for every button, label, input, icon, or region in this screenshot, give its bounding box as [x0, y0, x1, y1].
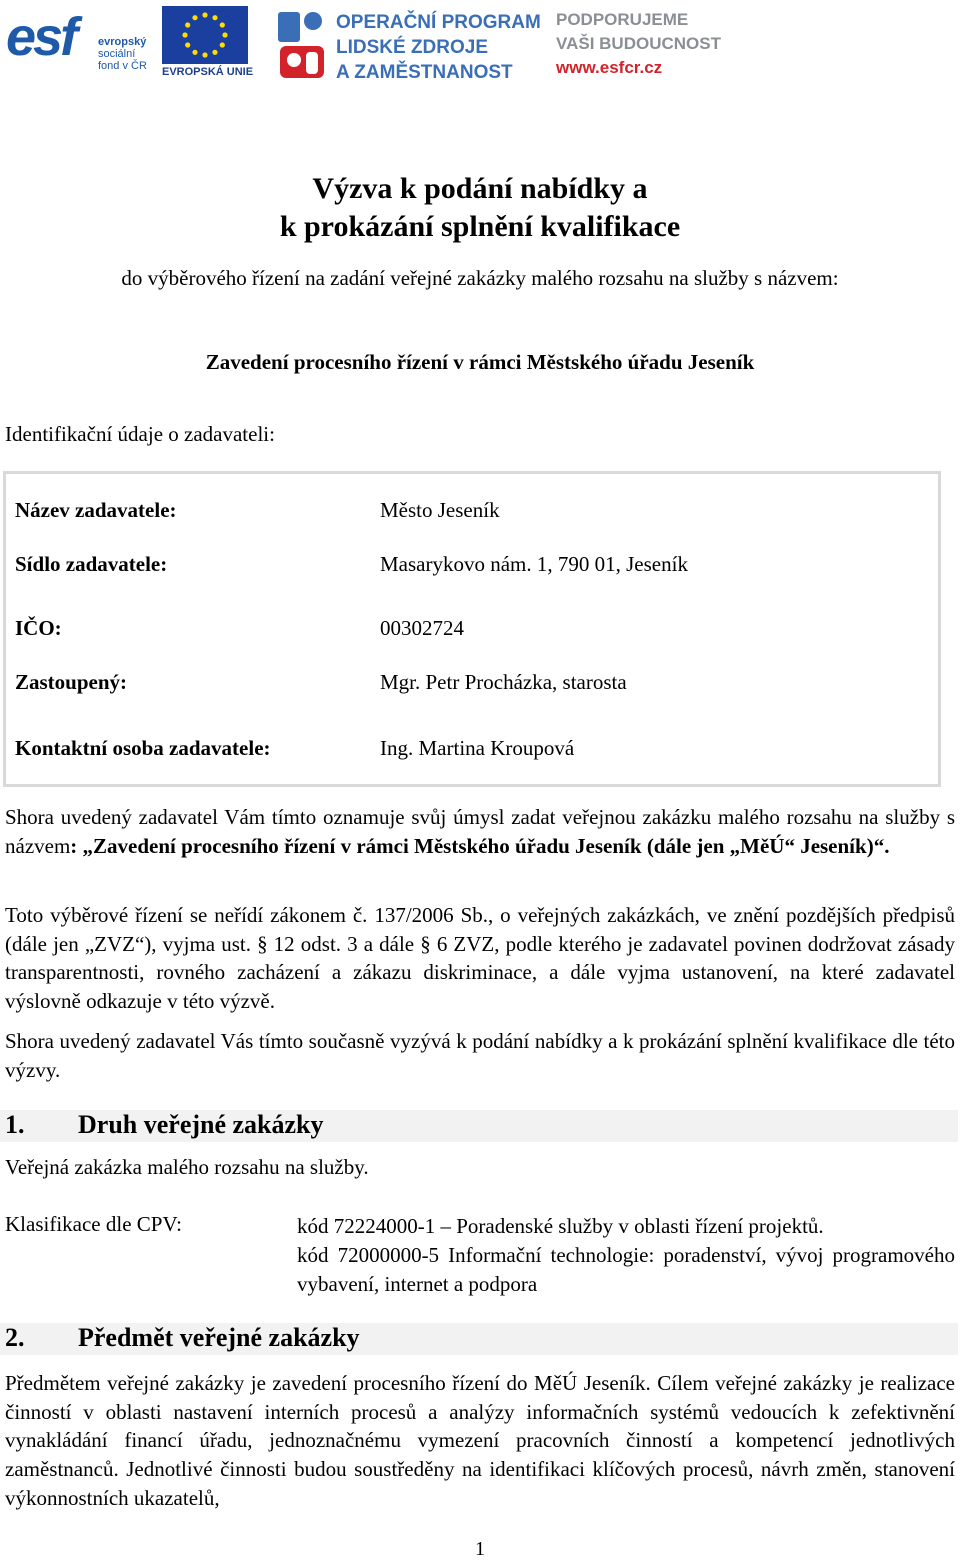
- id-label-ico: IČO:: [15, 616, 62, 640]
- section-2-text: Předmětem veřejné zakázky je zavedení procesního řízení do MěÚ Jeseník. Cílem veřejné zakázky je realizace činností v oblasti nastavení interních procesů a analýzy informačních systémů vedoucích k zefektivnění vynakládání financí úřadu, jednoznačnému vymezení pracovních činností a kompetencí jednotlivých zaměstnanců. Jednotlivé činnosti budou soustředěny na identifikaci klíčových procesů, návrh změn, stanovení výkonnostních ukazatelů,: [5, 1371, 955, 1510]
- id-label-address: Sídlo zadavatele:: [15, 552, 168, 576]
- id-value-address: Masarykovo nám. 1, 790 01, Jeseník: [380, 552, 688, 576]
- op-logo-text: [336, 10, 541, 85]
- identification-intro: Identifikační údaje o zadavateli:: [5, 422, 275, 446]
- esf-logo-wordmark: esf: [6, 7, 76, 67]
- esf-logo: [6, 6, 156, 80]
- legal-paragraph: Toto výběrové řízení se neřídí zákonem č. 137/2006 Sb., o veřejných zakázkách, ve znění pozdějších předpisů (dále jen „ZVZ“), vyjma ust. § 12 odst. 3 a dále § 6 ZVZ, podle kterého je zadavatel povinen dodržovat zásady transparentnosti, rovného zacházení a zákazu diskriminace, a dále vyjma ustanovení, na které zadavatel výslovně odkazuje v této výzvě.: [5, 903, 955, 1014]
- title-line-1: Výzva k podání nabídky a: [312, 172, 648, 205]
- page-number: 1: [475, 1538, 485, 1560]
- id-label-name: Název zadavatele:: [15, 498, 177, 522]
- pod-line-2: VAŠI BUDOUCNOST: [556, 34, 721, 53]
- section-2-title: Předmět veřejné zakázky: [78, 1323, 360, 1352]
- op-line-2: LIDSKÉ ZDROJE: [336, 37, 489, 58]
- id-label-representative: Zastoupený:: [15, 670, 128, 694]
- pod-website: www.esfcr.cz: [556, 58, 663, 77]
- op-line-1: OPERAČNÍ PROGRAM: [336, 12, 541, 33]
- cpv-code-2: kód 72000000-5 Informační technologie: poradenství, vývoj programového vybavení, internet a podpora: [297, 1243, 955, 1296]
- intro-paragraph-text: Shora uvedený zadavatel Vám tímto oznamuje svůj úmysl zadat veřejnou zakázku malého rozsahu na služby s názvem: [5, 805, 955, 858]
- intro-paragraph: [5, 803, 955, 860]
- document-title: [0, 170, 960, 246]
- cpv-code-1: kód 72224000-1 – Poradenské služby v oblasti řízení projektů.: [297, 1214, 824, 1238]
- id-label-contact: Kontaktní osoba zadavatele:: [15, 736, 271, 760]
- title-line-2: k prokázání splnění kvalifikace: [279, 210, 681, 243]
- section-1-text: Veřejná zakázka malého rozsahu na služby.: [5, 1155, 369, 1179]
- intro-paragraph-contract: : „Zavedení procesního řízení v rámci Městského úřadu Jeseník (dále jen „MěÚ“ Jeseník)“.: [70, 833, 890, 858]
- section-2-number: 2.: [5, 1323, 25, 1352]
- esf-caption-line-2: sociální: [98, 48, 136, 60]
- eu-logo: [160, 6, 252, 80]
- cpv-codes: [297, 1212, 955, 1299]
- section-1-number: 1.: [5, 1110, 25, 1139]
- eu-logo-caption: EVROPSKÁ UNIE: [162, 66, 254, 78]
- esf-caption-line-1: evropský: [98, 36, 147, 48]
- id-value-representative: Mgr. Petr Procházka, starosta: [380, 670, 627, 694]
- pod-line-1: PODPORUJEME: [556, 10, 689, 29]
- cpv-label: Klasifikace dle CPV:: [5, 1212, 182, 1236]
- podporujeme-logo: [556, 8, 746, 82]
- esf-logo-caption: [98, 36, 147, 72]
- contract-name: Zavedení procesního řízení v rámci Městského úřadu Jeseník: [205, 350, 755, 374]
- op-lzz-logo: [276, 6, 541, 83]
- op-people-icon: [276, 8, 328, 80]
- invitation-paragraph: Shora uvedený zadavatel Vás tímto současně vyzývá k podání nabídky a k prokázání splnění kvalifikace dle této výzvy.: [5, 1029, 955, 1082]
- op-line-3: A ZAMĚSTNANOST: [336, 62, 513, 83]
- esf-caption-line-3: fond v ČR: [98, 60, 147, 72]
- section-1-title: Druh veřejné zakázky: [78, 1110, 324, 1139]
- id-value-name: Město Jeseník: [380, 498, 500, 522]
- id-value-contact: Ing. Martina Kroupová: [380, 736, 575, 760]
- eu-flag-icon: [162, 6, 248, 64]
- document-subtitle: do výběrového řízení na zadání veřejné zakázky malého rozsahu na služby s názvem:: [121, 266, 839, 290]
- id-value-ico: 00302724: [380, 616, 464, 640]
